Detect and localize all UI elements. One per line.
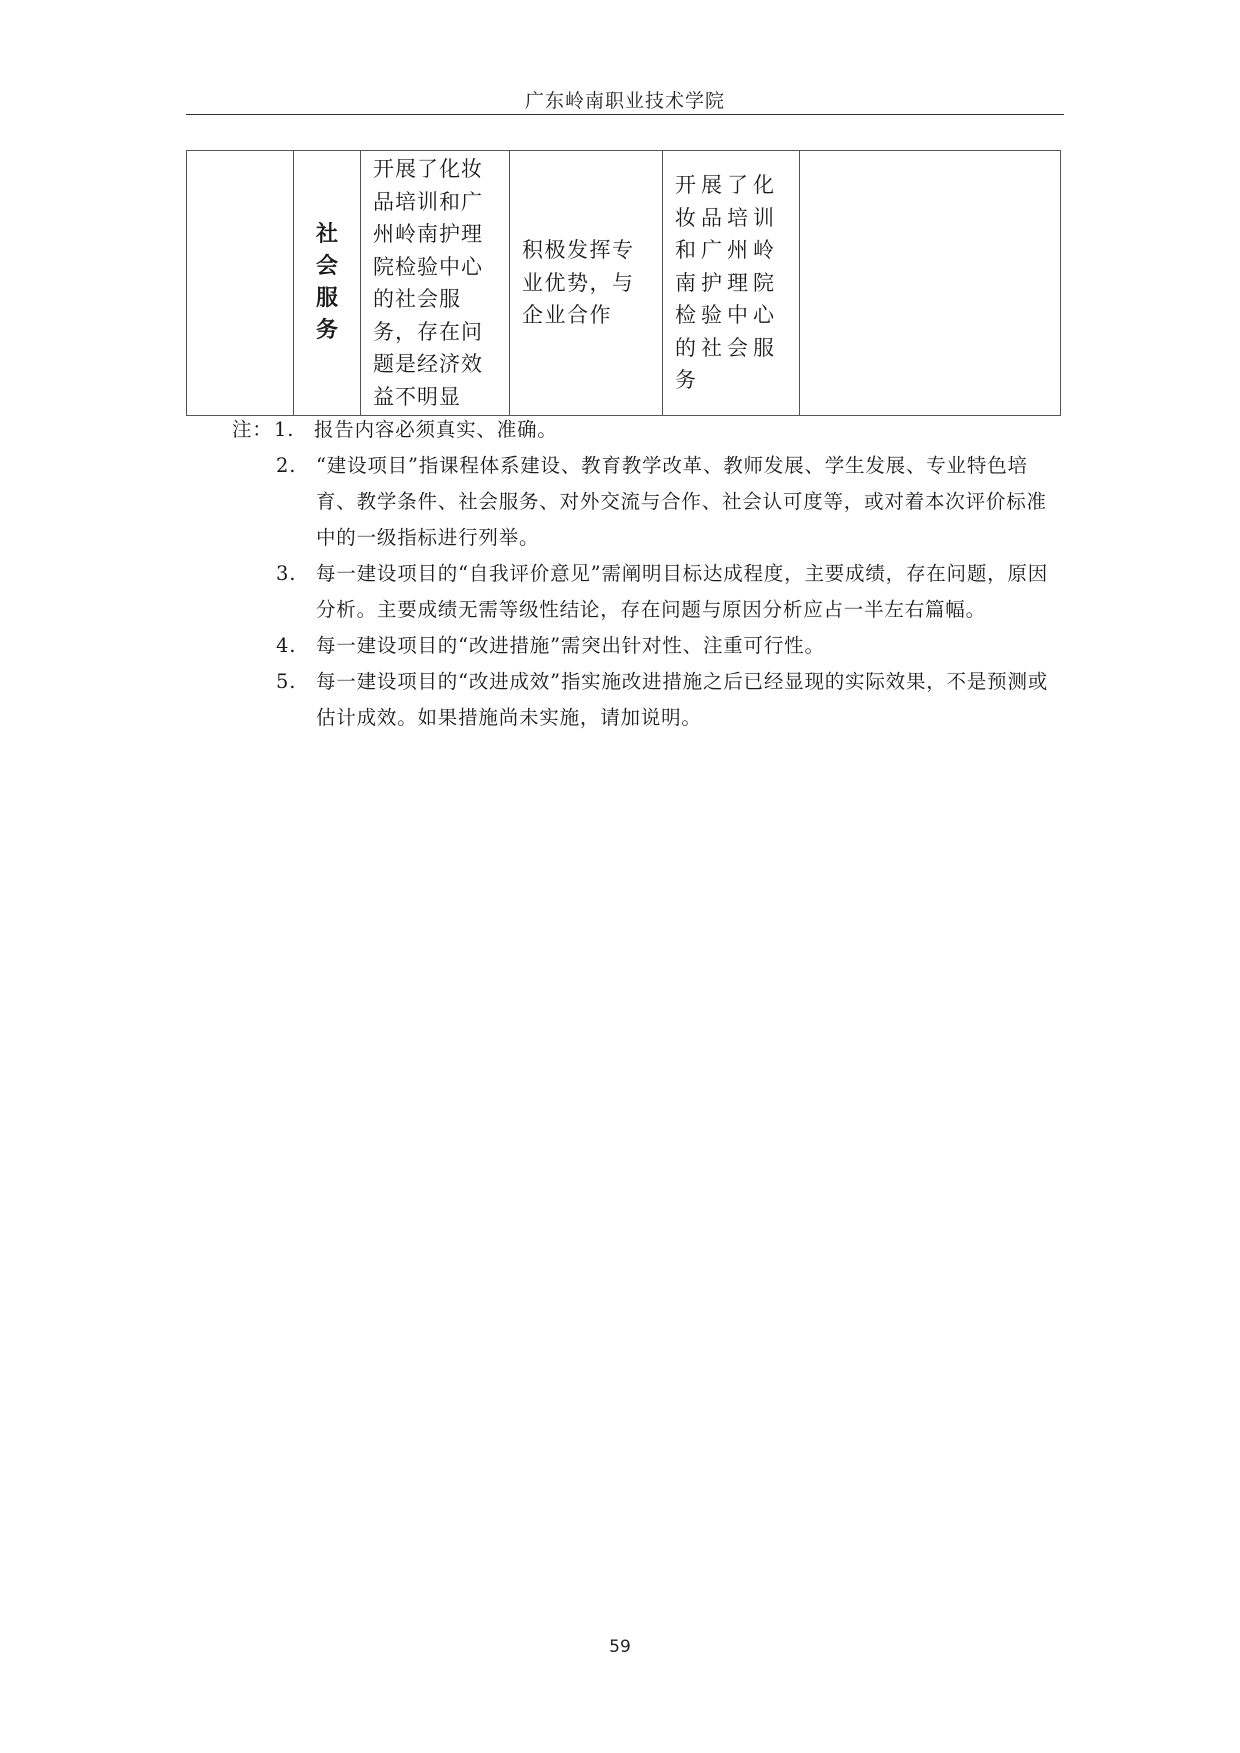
note-text: 报告内容必须真实、准确。 [314,418,558,441]
table-cell-effect [663,151,800,416]
note-number: 5. [276,670,297,693]
note-item-5 [232,664,1062,736]
note-item-1 [232,412,1062,448]
note-number: 4. [276,634,297,657]
table-cell-improvement [510,151,663,416]
header-rule [186,114,1064,115]
table-cell-self-evaluation [361,151,510,416]
note-text: 每一建设项目的“改进成效”指实施改进措施之后已经显现的实际效果，不是预测或估计成效。如果措施尚未实施，请加说明。 [316,670,1049,729]
note-text: “建设项目”指课程体系建设、教育教学改革、教师发展、学生发展、专业特色培育、教学条件、社会服务、对外交流与合作、社会认可度等，或对着本次评价标准中的一级指标进行列举。 [316,454,1047,549]
table-cell-empty-first [187,151,294,416]
table-row [187,151,1061,416]
notes-prefix: 注： [232,418,273,441]
table-cell-empty-last [800,151,1061,416]
note-number: 1. [274,418,295,441]
note-text: 每一建设项目的“改进措施”需突出针对性、注重可行性。 [316,634,825,657]
notes-section [232,412,1062,736]
improvement-text: 积极发挥专业优势，与企业合作 [522,238,635,328]
evaluation-table [186,150,1061,416]
table-cell-category [294,151,361,416]
self-evaluation-text: 开展了化妆品培训和广州岭南护理院检验中心的社会服务，存在问题是经济效益不明显 [373,157,483,409]
page-number: 59 [609,1637,631,1657]
category-label: 社会服务 [315,222,338,343]
note-item-3 [232,556,1062,628]
effect-text: 开展了化妆品培训和广州岭南护理院检验中心的社会服务 [675,173,779,393]
note-item-2 [232,448,1062,556]
note-item-4 [232,628,1062,664]
note-text: 每一建设项目的“自我评价意见”需阐明目标达成程度，主要成绩，存在问题，原因分析。主要成绩无需等级性结论，存在问题与原因分析应占一半左右篇幅。 [316,562,1049,621]
note-number: 2. [276,454,297,477]
note-number: 3. [276,562,297,585]
page-header-title: 广东岭南职业技术学院 [524,90,725,112]
